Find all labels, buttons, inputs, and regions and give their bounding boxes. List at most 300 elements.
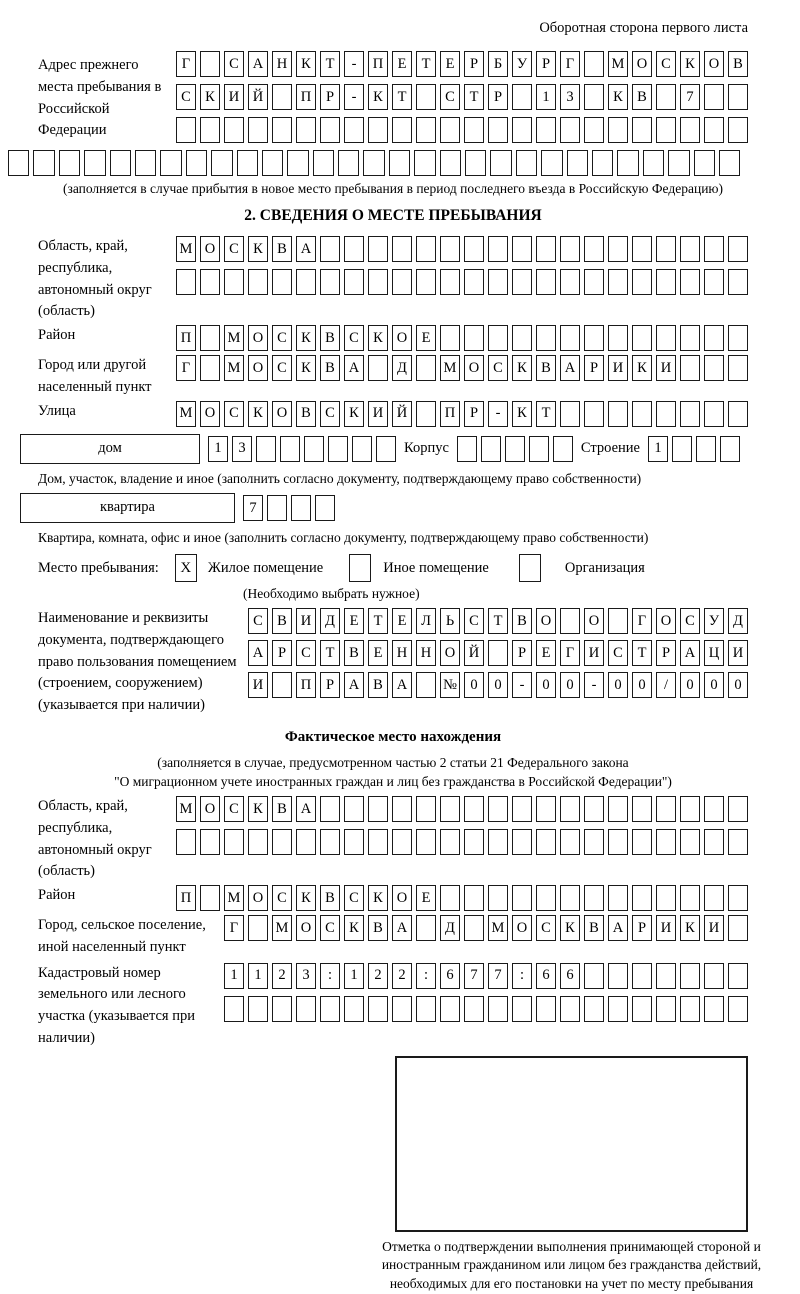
char-box[interactable] — [248, 269, 268, 295]
char-box[interactable] — [656, 796, 676, 822]
char-box[interactable] — [440, 150, 461, 176]
cadastre-line2[interactable] — [224, 996, 748, 1022]
char-box[interactable] — [344, 796, 364, 822]
char-box[interactable]: В — [368, 672, 388, 698]
char-box[interactable] — [584, 117, 604, 143]
char-box[interactable] — [200, 117, 220, 143]
char-box[interactable] — [416, 355, 436, 381]
char-box[interactable]: А — [344, 672, 364, 698]
char-box[interactable] — [344, 236, 364, 262]
char-box[interactable]: В — [344, 640, 364, 666]
char-box[interactable] — [656, 269, 676, 295]
char-box[interactable]: 0 — [608, 672, 628, 698]
char-box[interactable]: И — [704, 915, 724, 941]
char-box[interactable] — [414, 150, 435, 176]
char-box[interactable] — [237, 150, 258, 176]
char-box[interactable] — [176, 269, 196, 295]
char-box[interactable] — [512, 236, 532, 262]
char-box[interactable]: Е — [536, 640, 556, 666]
char-box[interactable] — [512, 117, 532, 143]
char-box[interactable] — [440, 117, 460, 143]
char-box[interactable]: О — [632, 51, 652, 77]
char-box[interactable]: Р — [536, 51, 556, 77]
char-box[interactable] — [536, 269, 556, 295]
char-box[interactable]: Т — [392, 84, 412, 110]
char-box[interactable] — [464, 325, 484, 351]
char-box[interactable]: О — [296, 915, 316, 941]
char-box[interactable] — [656, 325, 676, 351]
char-box[interactable]: М — [224, 885, 244, 911]
char-box[interactable]: П — [368, 51, 388, 77]
stroenie-line[interactable] — [648, 436, 740, 462]
char-box[interactable]: С — [272, 885, 292, 911]
char-box[interactable] — [728, 963, 748, 989]
char-box[interactable] — [608, 269, 628, 295]
char-box[interactable]: - — [344, 84, 364, 110]
char-box[interactable]: К — [200, 84, 220, 110]
char-box[interactable]: Р — [320, 672, 340, 698]
char-box[interactable] — [392, 796, 412, 822]
char-box[interactable]: Й — [248, 84, 268, 110]
char-box[interactable]: М — [176, 236, 196, 262]
char-box[interactable]: О — [392, 885, 412, 911]
char-box[interactable] — [704, 84, 724, 110]
char-box[interactable]: К — [368, 325, 388, 351]
char-box[interactable]: 0 — [728, 672, 748, 698]
char-box[interactable]: : — [320, 963, 340, 989]
char-box[interactable] — [541, 150, 562, 176]
char-box[interactable] — [680, 885, 700, 911]
char-box[interactable] — [262, 150, 283, 176]
char-box[interactable]: Д — [728, 608, 748, 634]
char-box[interactable]: К — [560, 915, 580, 941]
char-box[interactable]: И — [296, 608, 316, 634]
char-box[interactable]: Р — [488, 84, 508, 110]
char-box[interactable]: П — [296, 84, 316, 110]
char-box[interactable] — [560, 236, 580, 262]
char-box[interactable]: 7 — [464, 963, 484, 989]
char-box[interactable] — [704, 269, 724, 295]
char-box[interactable] — [728, 355, 748, 381]
char-box[interactable] — [256, 436, 276, 462]
char-box[interactable] — [224, 117, 244, 143]
char-box[interactable]: Р — [464, 51, 484, 77]
char-box[interactable] — [416, 915, 436, 941]
char-box[interactable]: Г — [632, 608, 652, 634]
char-box[interactable] — [560, 829, 580, 855]
char-box[interactable]: А — [560, 355, 580, 381]
char-box[interactable] — [416, 269, 436, 295]
char-box[interactable]: И — [656, 355, 676, 381]
char-box[interactable] — [632, 963, 652, 989]
char-box[interactable] — [416, 829, 436, 855]
char-box[interactable] — [368, 829, 388, 855]
char-box[interactable] — [248, 117, 268, 143]
char-box[interactable]: К — [368, 84, 388, 110]
char-box[interactable] — [680, 117, 700, 143]
char-box[interactable]: М — [488, 915, 508, 941]
char-box[interactable] — [728, 269, 748, 295]
char-box[interactable] — [728, 796, 748, 822]
char-box[interactable] — [643, 150, 664, 176]
char-box[interactable] — [416, 117, 436, 143]
char-box[interactable] — [632, 117, 652, 143]
char-box[interactable]: К — [680, 915, 700, 941]
house-line[interactable] — [208, 436, 396, 462]
char-box[interactable]: М — [224, 355, 244, 381]
char-box[interactable]: В — [272, 608, 292, 634]
char-box[interactable] — [344, 117, 364, 143]
char-box[interactable]: О — [248, 885, 268, 911]
char-box[interactable] — [267, 495, 287, 521]
char-box[interactable] — [704, 963, 724, 989]
char-box[interactable]: 2 — [272, 963, 292, 989]
char-box[interactable] — [200, 325, 220, 351]
char-box[interactable]: К — [608, 84, 628, 110]
char-box[interactable]: 1 — [648, 436, 668, 462]
char-box[interactable] — [516, 150, 537, 176]
char-box[interactable]: Р — [656, 640, 676, 666]
char-box[interactable] — [488, 996, 508, 1022]
char-box[interactable] — [728, 915, 748, 941]
char-box[interactable] — [392, 236, 412, 262]
char-box[interactable] — [457, 436, 477, 462]
region2-line2[interactable] — [176, 829, 748, 855]
prev-address-line2[interactable] — [176, 84, 748, 110]
char-box[interactable] — [416, 84, 436, 110]
char-box[interactable] — [272, 117, 292, 143]
char-box[interactable] — [224, 269, 244, 295]
char-box[interactable] — [304, 436, 324, 462]
char-box[interactable] — [272, 996, 292, 1022]
char-box[interactable] — [560, 796, 580, 822]
char-box[interactable]: О — [200, 796, 220, 822]
char-box[interactable]: Й — [392, 401, 412, 427]
char-box[interactable]: С — [656, 51, 676, 77]
char-box[interactable]: О — [248, 325, 268, 351]
char-box[interactable]: Й — [464, 640, 484, 666]
char-box[interactable]: А — [296, 236, 316, 262]
char-box[interactable]: О — [464, 355, 484, 381]
char-box[interactable] — [389, 150, 410, 176]
char-box[interactable] — [224, 829, 244, 855]
char-box[interactable]: С — [296, 640, 316, 666]
char-box[interactable] — [592, 150, 613, 176]
char-box[interactable] — [608, 325, 628, 351]
char-box[interactable] — [464, 885, 484, 911]
char-box[interactable]: 0 — [560, 672, 580, 698]
char-box[interactable]: В — [320, 355, 340, 381]
char-box[interactable] — [584, 84, 604, 110]
char-box[interactable] — [320, 236, 340, 262]
char-box[interactable] — [490, 150, 511, 176]
char-box[interactable]: М — [176, 401, 196, 427]
char-box[interactable] — [536, 117, 556, 143]
char-box[interactable] — [440, 996, 460, 1022]
char-box[interactable] — [272, 269, 292, 295]
char-box[interactable] — [135, 150, 156, 176]
char-box[interactable]: С — [272, 355, 292, 381]
char-box[interactable] — [680, 269, 700, 295]
char-box[interactable]: К — [512, 401, 532, 427]
char-box[interactable] — [560, 401, 580, 427]
char-box[interactable] — [584, 236, 604, 262]
char-box[interactable] — [704, 355, 724, 381]
district-line[interactable] — [176, 325, 748, 351]
char-box[interactable]: - — [488, 401, 508, 427]
char-box[interactable]: С — [344, 325, 364, 351]
char-box[interactable]: Е — [392, 51, 412, 77]
char-box[interactable] — [536, 325, 556, 351]
region-line1[interactable] — [176, 236, 748, 262]
char-box[interactable]: Г — [224, 915, 244, 941]
char-box[interactable]: - — [512, 672, 532, 698]
char-box[interactable] — [560, 608, 580, 634]
char-box[interactable] — [200, 51, 220, 77]
char-box[interactable] — [368, 117, 388, 143]
char-box[interactable]: 6 — [560, 963, 580, 989]
char-box[interactable] — [211, 150, 232, 176]
char-box[interactable] — [512, 885, 532, 911]
doc-line1[interactable] — [248, 608, 748, 634]
char-box[interactable] — [704, 829, 724, 855]
city-line[interactable] — [176, 355, 748, 381]
apartment-line[interactable] — [243, 495, 335, 521]
char-box[interactable] — [488, 640, 508, 666]
char-box[interactable] — [464, 269, 484, 295]
char-box[interactable]: Р — [584, 355, 604, 381]
char-box[interactable]: В — [512, 608, 532, 634]
char-box[interactable] — [584, 269, 604, 295]
char-box[interactable]: 3 — [560, 84, 580, 110]
char-box[interactable] — [416, 401, 436, 427]
char-box[interactable] — [344, 269, 364, 295]
char-box[interactable] — [368, 236, 388, 262]
char-box[interactable]: 0 — [536, 672, 556, 698]
char-box[interactable]: Ь — [440, 608, 460, 634]
char-box[interactable] — [465, 150, 486, 176]
char-box[interactable]: Е — [416, 325, 436, 351]
char-box[interactable] — [176, 117, 196, 143]
char-box[interactable]: Р — [272, 640, 292, 666]
char-box[interactable] — [363, 150, 384, 176]
char-box[interactable]: С — [272, 325, 292, 351]
char-box[interactable] — [320, 996, 340, 1022]
char-box[interactable]: О — [704, 51, 724, 77]
char-box[interactable] — [248, 829, 268, 855]
char-box[interactable] — [720, 436, 740, 462]
char-box[interactable]: О — [656, 608, 676, 634]
char-box[interactable] — [440, 829, 460, 855]
char-box[interactable] — [608, 608, 628, 634]
char-box[interactable] — [608, 236, 628, 262]
char-box[interactable]: Т — [368, 608, 388, 634]
char-box[interactable]: М — [224, 325, 244, 351]
char-box[interactable] — [680, 996, 700, 1022]
region-line2[interactable] — [176, 269, 748, 295]
char-box[interactable] — [272, 829, 292, 855]
char-box[interactable] — [680, 401, 700, 427]
char-box[interactable]: С — [176, 84, 196, 110]
char-box[interactable] — [320, 829, 340, 855]
char-box[interactable] — [320, 117, 340, 143]
char-box[interactable] — [608, 996, 628, 1022]
char-box[interactable]: В — [272, 796, 292, 822]
char-box[interactable]: О — [392, 325, 412, 351]
char-box[interactable]: 1 — [536, 84, 556, 110]
char-box[interactable] — [488, 829, 508, 855]
char-box[interactable]: П — [296, 672, 316, 698]
char-box[interactable] — [656, 84, 676, 110]
char-box[interactable] — [416, 672, 436, 698]
char-box[interactable] — [608, 885, 628, 911]
char-box[interactable] — [560, 269, 580, 295]
char-box[interactable]: М — [272, 915, 292, 941]
char-box[interactable] — [59, 150, 80, 176]
char-box[interactable]: 2 — [392, 963, 412, 989]
char-box[interactable] — [608, 401, 628, 427]
char-box[interactable] — [440, 796, 460, 822]
char-box[interactable] — [617, 150, 638, 176]
char-box[interactable] — [512, 829, 532, 855]
char-box[interactable]: Т — [488, 608, 508, 634]
char-box[interactable] — [728, 325, 748, 351]
char-box[interactable] — [200, 355, 220, 381]
char-box[interactable]: А — [344, 355, 364, 381]
char-box[interactable] — [352, 436, 372, 462]
char-box[interactable]: П — [176, 885, 196, 911]
char-box[interactable] — [536, 236, 556, 262]
char-box[interactable] — [287, 150, 308, 176]
char-box[interactable]: Р — [512, 640, 532, 666]
checkbox-zhiloe[interactable]: X — [175, 554, 197, 582]
char-box[interactable] — [728, 885, 748, 911]
char-box[interactable]: К — [296, 885, 316, 911]
char-box[interactable]: О — [248, 355, 268, 381]
char-box[interactable]: Е — [392, 608, 412, 634]
char-box[interactable]: 1 — [344, 963, 364, 989]
char-box[interactable] — [608, 963, 628, 989]
char-box[interactable] — [320, 269, 340, 295]
char-box[interactable]: М — [608, 51, 628, 77]
char-box[interactable] — [668, 150, 689, 176]
char-box[interactable]: - — [584, 672, 604, 698]
char-box[interactable]: Д — [440, 915, 460, 941]
char-box[interactable]: 6 — [536, 963, 556, 989]
char-box[interactable] — [728, 996, 748, 1022]
char-box[interactable]: 6 — [440, 963, 460, 989]
char-box[interactable]: С — [488, 355, 508, 381]
char-box[interactable] — [338, 150, 359, 176]
char-box[interactable]: В — [536, 355, 556, 381]
char-box[interactable]: Т — [464, 84, 484, 110]
char-box[interactable]: Е — [344, 608, 364, 634]
char-box[interactable] — [84, 150, 105, 176]
char-box[interactable]: С — [440, 84, 460, 110]
char-box[interactable] — [560, 117, 580, 143]
char-box[interactable]: В — [368, 915, 388, 941]
char-box[interactable]: Л — [416, 608, 436, 634]
char-box[interactable] — [680, 355, 700, 381]
char-box[interactable] — [392, 269, 412, 295]
char-box[interactable] — [656, 829, 676, 855]
char-box[interactable]: Е — [416, 885, 436, 911]
prev-address-line1[interactable] — [176, 51, 748, 77]
char-box[interactable] — [488, 269, 508, 295]
char-box[interactable]: 7 — [680, 84, 700, 110]
char-box[interactable] — [632, 796, 652, 822]
char-box[interactable] — [505, 436, 525, 462]
char-box[interactable] — [272, 672, 292, 698]
char-box[interactable] — [248, 996, 268, 1022]
char-box[interactable]: Ц — [704, 640, 724, 666]
char-box[interactable] — [632, 401, 652, 427]
doc-line2[interactable] — [248, 640, 748, 666]
house-field-box[interactable]: дом — [20, 434, 200, 464]
char-box[interactable]: К — [296, 325, 316, 351]
char-box[interactable]: Г — [560, 51, 580, 77]
char-box[interactable]: С — [536, 915, 556, 941]
char-box[interactable]: О — [512, 915, 532, 941]
char-box[interactable] — [296, 829, 316, 855]
doc-line3[interactable] — [248, 672, 748, 698]
char-box[interactable] — [368, 796, 388, 822]
char-box[interactable]: В — [728, 51, 748, 77]
char-box[interactable]: Р — [320, 84, 340, 110]
street-line[interactable] — [176, 401, 748, 427]
char-box[interactable]: И — [608, 355, 628, 381]
checkbox-org[interactable] — [519, 554, 541, 582]
korpus-line[interactable] — [457, 436, 573, 462]
char-box[interactable] — [186, 150, 207, 176]
char-box[interactable] — [560, 996, 580, 1022]
char-box[interactable]: С — [608, 640, 628, 666]
char-box[interactable] — [464, 915, 484, 941]
char-box[interactable]: 0 — [704, 672, 724, 698]
char-box[interactable]: А — [680, 640, 700, 666]
char-box[interactable] — [464, 117, 484, 143]
char-box[interactable] — [608, 117, 628, 143]
char-box[interactable] — [440, 325, 460, 351]
char-box[interactable] — [512, 996, 532, 1022]
char-box[interactable] — [536, 829, 556, 855]
char-box[interactable]: : — [512, 963, 532, 989]
char-box[interactable]: 7 — [488, 963, 508, 989]
char-box[interactable] — [248, 915, 268, 941]
char-box[interactable] — [392, 996, 412, 1022]
char-box[interactable] — [8, 150, 29, 176]
char-box[interactable]: / — [656, 672, 676, 698]
char-box[interactable] — [567, 150, 588, 176]
char-box[interactable]: № — [440, 672, 460, 698]
char-box[interactable]: К — [248, 401, 268, 427]
char-box[interactable] — [536, 885, 556, 911]
char-box[interactable]: Н — [392, 640, 412, 666]
char-box[interactable] — [719, 150, 740, 176]
char-box[interactable] — [512, 796, 532, 822]
char-box[interactable]: Г — [176, 355, 196, 381]
char-box[interactable] — [529, 436, 549, 462]
char-box[interactable] — [416, 236, 436, 262]
char-box[interactable] — [280, 436, 300, 462]
char-box[interactable]: А — [248, 51, 268, 77]
char-box[interactable] — [704, 117, 724, 143]
char-box[interactable]: : — [416, 963, 436, 989]
char-box[interactable]: С — [464, 608, 484, 634]
char-box[interactable]: 0 — [680, 672, 700, 698]
char-box[interactable] — [464, 829, 484, 855]
char-box[interactable]: 1 — [224, 963, 244, 989]
